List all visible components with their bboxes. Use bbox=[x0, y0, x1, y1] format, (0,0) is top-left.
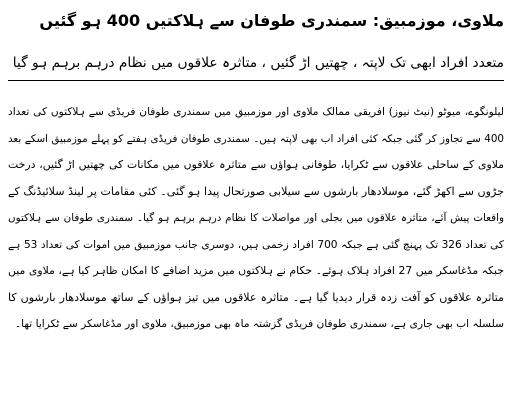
body-line: جبکہ مڈغاسکر میں 27 افراد ہلاک ہوئے۔ حکام نے ہلاکتوں میں مزید اضافے کا امکان ظاہر کیا ہے، ملاوی میں bbox=[8, 264, 504, 277]
body-line: کی تعداد 326 تک پہنچ گئی ہے جبکہ 700 افراد زخمی ہیں، دوسری جانب موزمبیق میں اموات کی تعداد 53 ہے bbox=[8, 238, 504, 251]
article-headline: ملاوی، موزمبیق: سمندری طوفان سے ہلاکتیں 400 ہو گئیں bbox=[39, 11, 504, 30]
body-line: ملاوی کے ساحلی علاقوں سے ٹکرایا، طوفانی ہواؤں سے متاثرہ علاقوں میں مکانات کی چھتیں اڑ گئیں، درخت bbox=[8, 158, 504, 171]
body-line: 400 سے تجاوز کر گئی جبکہ کئی افراد اب بھی لاپتہ ہیں۔ سمندری طوفان فریڈی ہفتے کو پہلے موزمبیق اسکے بعد bbox=[8, 132, 504, 145]
body-line: واقعات پیش آئے، متاثرہ علاقوں میں بجلی اور مواصلات کا نظام درہم برہم ہو گیا۔ سمندری طوفان سے ہلاکتوں bbox=[8, 212, 504, 224]
body-line: جڑوں سے اکھڑ گئے، موسلادھار بارشوں سے سیلابی صورتحال پیدا ہو گئی۔ کئی مقامات پر لینڈ سلائیڈنگ کے bbox=[8, 184, 504, 198]
article-subheadline: متعدد افراد ابھی تک لاپتہ ، چھتیں اڑ گئیں ، متاثرہ علاقوں میں نظام درہم برہم ہو گیا bbox=[12, 55, 504, 71]
body-line: سلسلہ اب بھی جاری ہے، سمندری طوفان فریڈی گزشتہ ماہ بھی موزمبیق، ملاوی اور مڈغاسکر سے ٹکرایا تھا۔ bbox=[14, 318, 504, 330]
article-body bbox=[8, 99, 504, 338]
body-line: متاثرہ علاقوں کو آفت زدہ قرار دیدیا گیا ہے۔ متاثرہ علاقوں میں تیز ہواؤں کے ساتھ موسلادھار بارشوں کا bbox=[8, 290, 504, 304]
body-line: لیلونگوے، میوٹو (نیٹ نیوز) افریقی ممالک ملاوی اور موزمبیق میں سمندری طوفان فریڈی سے ہلاکتوں کی تعداد bbox=[8, 106, 504, 118]
headline-divider bbox=[8, 80, 504, 81]
